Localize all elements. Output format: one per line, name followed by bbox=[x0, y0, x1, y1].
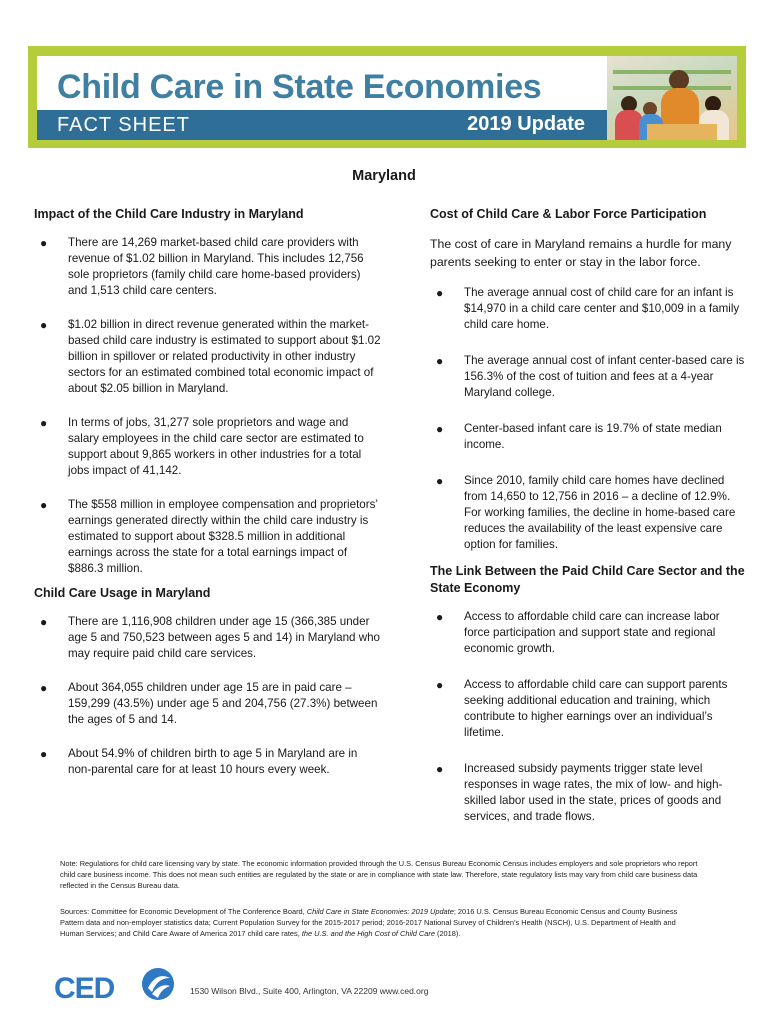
list-item bbox=[430, 473, 748, 553]
cost-list bbox=[430, 285, 748, 553]
fact-sheet-label: FACT SHEET bbox=[57, 114, 190, 136]
bullet-icon: ● bbox=[436, 474, 444, 488]
list-item-text: Since 2010, family child care homes have declined from 14,650 to 12,756 in 2016 – a decline of 12.9%. For working families, the decline in home-based care reduces the availability of the least expensive care option for families. bbox=[464, 474, 736, 551]
list-item bbox=[430, 285, 748, 333]
banner-inner bbox=[37, 56, 737, 140]
footnote: Note: Regulations for child care licensing vary by state. The economic information provided through the U.S. Census Bureau Economic Census includes employers and sole proprietors who report child care business income. This does not mean such entities are regulated by the state or are in compliance with state law. Therefore, state regulatory lists may vary from child care business data reflected in the Census Bureau data. bbox=[60, 859, 698, 890]
state-heading: Maryland bbox=[352, 168, 416, 184]
ced-logo-icon bbox=[140, 966, 176, 1002]
list-item-text: The $558 million in employee compensation and proprietors’ earnings generated directly within the child care industry is estimated to support about $328.5 million in additional earnings across the state for a total earnings impact of $886.3 million. bbox=[68, 498, 378, 575]
cost-intro: The cost of care in Maryland remains a hurdle for many parents seeking to enter or stay in the labor force. bbox=[430, 237, 732, 269]
bullet-icon: ● bbox=[436, 610, 444, 624]
bullet-icon: ● bbox=[40, 615, 48, 629]
list-item-text: Increased subsidy payments trigger state level responses in wage rates, the mix of low- and high-skilled labor used in the state, prices of goods and services, and trade flows. bbox=[464, 762, 723, 823]
sources-title: Child Care in State Economies: 2019 Update bbox=[306, 907, 454, 916]
photo-table bbox=[647, 124, 717, 140]
list-item bbox=[34, 680, 382, 728]
sources-text: ; 2016 U.S. Census Bureau Economic Census and County Business Pattern data and non-employer statistics data; Current Population Survey for the 2015-2017 period; 2016-2017 National Survey of Children’s Health (NSCH), U.S. Department of Health and Human Services; and Child Care Aware of America 2017 child care rates, bbox=[60, 907, 678, 938]
sources-note bbox=[60, 906, 700, 939]
classroom-photo bbox=[607, 56, 737, 140]
header-banner bbox=[28, 46, 746, 148]
list-item bbox=[34, 317, 382, 397]
bullet-icon: ● bbox=[436, 354, 444, 368]
page-title: Child Care in State Economies bbox=[57, 68, 542, 106]
list-item bbox=[430, 761, 748, 825]
update-label: 2019 Update bbox=[467, 113, 585, 135]
list-item bbox=[430, 609, 748, 657]
bullet-icon: ● bbox=[436, 422, 444, 436]
impact-list bbox=[34, 235, 382, 577]
bullet-icon: ● bbox=[40, 498, 48, 512]
list-item bbox=[430, 421, 748, 453]
link-list bbox=[430, 609, 748, 825]
list-item-text: Center-based infant care is 19.7% of state median income. bbox=[464, 422, 722, 451]
footer bbox=[28, 962, 628, 1014]
banner-subtitle-bar bbox=[37, 110, 607, 140]
list-item bbox=[430, 353, 748, 401]
list-item bbox=[34, 415, 382, 479]
list-item-text: $1.02 billion in direct revenue generated within the market-based child care industry is estimated to support about $1.02 billion in spillover or related productivity in other industry sectors for an estimated combined total economic impact of about $2.05 billion in Maryland. bbox=[68, 318, 381, 395]
bullet-icon: ● bbox=[40, 416, 48, 430]
list-item-text: Access to affordable child care can support parents seeking additional education and training, which contribute to higher earnings over an individual’s lifetime. bbox=[464, 678, 728, 739]
bullet-icon: ● bbox=[40, 318, 48, 332]
list-item-text: Access to affordable child care can increase labor force participation and support state and regional economic growth. bbox=[464, 610, 720, 655]
right-column bbox=[430, 206, 748, 842]
list-item-text: The average annual cost of child care for an infant is $14,970 in a child care center and $10,009 in a family child care home. bbox=[464, 286, 740, 331]
cost-heading: Cost of Child Care & Labor Force Participation bbox=[430, 207, 707, 221]
list-item bbox=[430, 677, 748, 741]
list-item-text: About 364,055 children under age 15 are in paid care – 159,299 (43.5%) under age 5 and 204,756 (27.3%) between the ages of 5 and 14. bbox=[68, 681, 378, 726]
left-column bbox=[34, 206, 382, 795]
usage-heading: Child Care Usage in Maryland bbox=[34, 586, 211, 600]
list-item bbox=[34, 235, 382, 299]
bullet-icon: ● bbox=[40, 681, 48, 695]
link-heading: The Link Between the Paid Child Care Sector and the State Economy bbox=[430, 564, 745, 595]
sources-text: Sources: Committee for Economic Development of The Conference Board, bbox=[60, 907, 307, 916]
list-item-text: About 54.9% of children birth to age 5 in Maryland are in non-parental care for at least 10 hours every week. bbox=[68, 747, 358, 776]
usage-list bbox=[34, 614, 382, 778]
footer-address: 1530 Wilson Blvd., Suite 400, Arlington, VA 22209 www.ced.org bbox=[190, 986, 429, 996]
sources-text: (2018). bbox=[434, 929, 461, 938]
bullet-icon: ● bbox=[436, 762, 444, 776]
list-item-text: The average annual cost of infant center-based care is 156.3% of the cost of tuition and fees at a 4-year Maryland college. bbox=[464, 354, 745, 399]
list-item-text: There are 1,116,908 children under age 15 (366,385 under age 5 and 750,523 between ages 5 and 14) in Maryland who may require paid child care services. bbox=[68, 615, 380, 660]
bullet-icon: ● bbox=[436, 286, 444, 300]
ced-logo: CED bbox=[54, 972, 115, 1005]
list-item bbox=[34, 614, 382, 662]
teacher-head bbox=[669, 70, 689, 90]
sources-title: the U.S. and the High Cost of Child Care bbox=[301, 929, 435, 938]
bullet-icon: ● bbox=[40, 236, 48, 250]
bullet-icon: ● bbox=[436, 678, 444, 692]
teacher-body bbox=[661, 88, 699, 128]
list-item-text: In terms of jobs, 31,277 sole proprietors and wage and salary employees in the child care sector are estimated to support about 9,865 workers in other industries for a total jobs impact of 41,142. bbox=[68, 416, 364, 477]
list-item-text: There are 14,269 market-based child care providers with revenue of $1.02 billion in Maryland. This includes 12,756 sole proprietors (family child care home-based providers) and 1,513 child care centers. bbox=[68, 236, 364, 297]
list-item bbox=[34, 497, 382, 577]
impact-heading: Impact of the Child Care Industry in Maryland bbox=[34, 207, 304, 221]
list-item bbox=[34, 746, 382, 778]
bullet-icon: ● bbox=[40, 747, 48, 761]
